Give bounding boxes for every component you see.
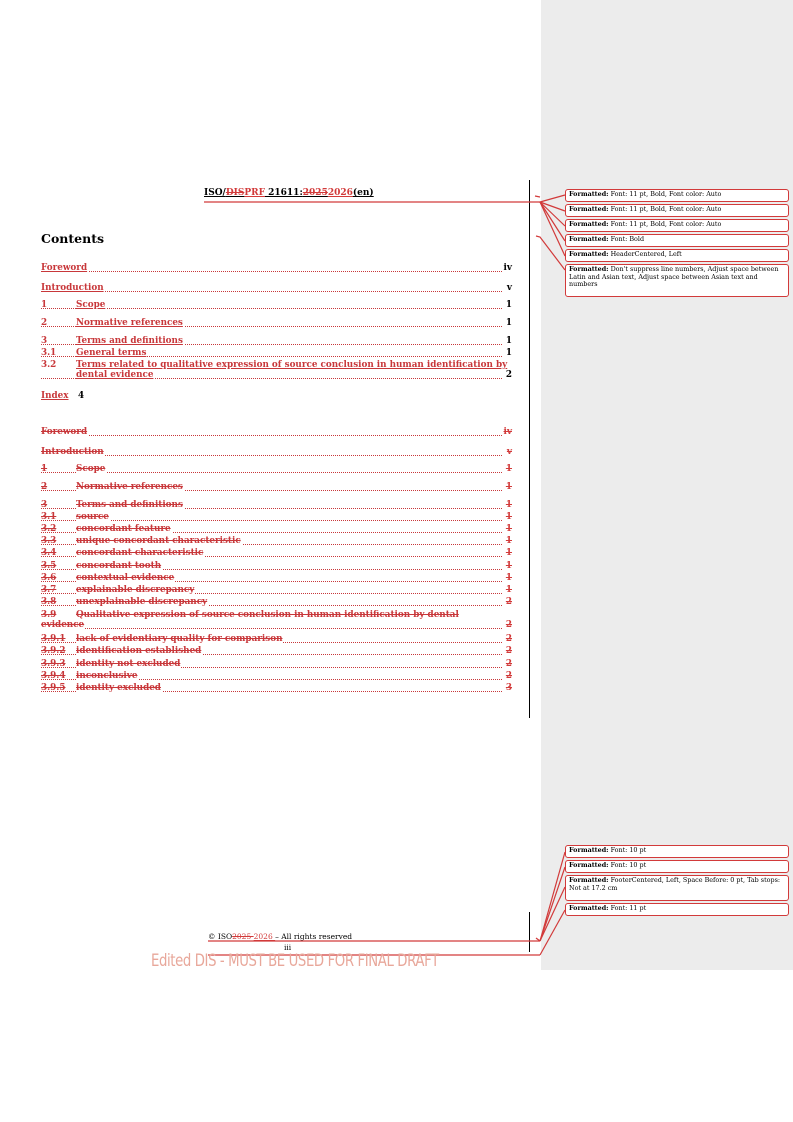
format-comment-label: Formatted: [569, 846, 609, 854]
format-comment-text: Font: 11 pt, Bold, Font color: Auto [608, 205, 722, 213]
toc-entry-title: General terms [76, 348, 147, 358]
format-comment-label: Formatted: [569, 904, 609, 912]
toc-entry-page: 2 [505, 370, 512, 380]
toc-entry-title: Foreword [41, 263, 88, 273]
toc-entry-number: 3.4 [41, 548, 57, 558]
toc-entry-number: 3.1 [41, 348, 57, 358]
toc-entry-page: 4 [78, 391, 85, 401]
header-lang: (en) [352, 188, 374, 198]
toc-entry-title: concordant characteristic [76, 548, 204, 558]
format-comment-label: Formatted: [569, 235, 609, 243]
toc-entry-title: Scope [76, 300, 106, 310]
toc-entry-title: Introduction [41, 283, 104, 293]
toc-entry-page: iv [503, 427, 512, 437]
toc-entry-title: unexplainable discrepancy [76, 597, 208, 607]
toc-entry-number: 1 [41, 300, 48, 310]
format-comment-text: Font: 11 pt, Bold, Font color: Auto [608, 190, 722, 198]
header-inserted: PRF [244, 188, 265, 198]
toc-entry-number: 3 [41, 500, 48, 510]
toc-entry-page: 1 [505, 348, 512, 358]
toc-entry-number: 2 [41, 482, 48, 492]
toc-entry-number: 3.2 [41, 524, 57, 534]
toc-entry-title: Normative references [76, 482, 183, 492]
toc-entry-page: 1 [505, 573, 512, 583]
header-iso: ISO/ [204, 188, 226, 198]
toc-entry-number: 2 [41, 318, 48, 328]
toc-entry-title: inconclusive [76, 671, 138, 681]
format-comment-label: Formatted: [569, 190, 609, 198]
toc-entry-page: 2 [505, 634, 512, 644]
toc-entry-title: Terms and definitions [76, 500, 183, 510]
toc-entry-page: iv [503, 263, 512, 273]
format-comment-label: Formatted: [569, 876, 609, 884]
toc-entry-title: unique concordant characteristic [76, 536, 241, 546]
toc-entry-page: 3 [505, 683, 512, 693]
toc-entry-page: 2 [505, 597, 512, 607]
toc-entry-page: 1 [505, 318, 512, 328]
toc-entry-title: Scope [76, 464, 106, 474]
toc-entry-title: Introduction [41, 447, 104, 457]
toc-entry-title: identity excluded [76, 683, 161, 693]
toc-entry-title: source [76, 512, 109, 522]
toc-entry-number: 3.9.1 [41, 634, 66, 644]
footer-copyright [208, 932, 352, 941]
toc-entry-title: Foreword [41, 427, 88, 437]
format-comment-label: Formatted: [569, 205, 609, 213]
toc-entry-page: 2 [505, 646, 512, 656]
toc-entry-title: Normative references [76, 318, 183, 328]
toc-entry-page: v [506, 447, 512, 457]
format-comment-label: Formatted: [569, 265, 609, 273]
toc-entry-number: 3.9.4 [41, 671, 66, 681]
toc-entry-number: 3.6 [41, 573, 57, 583]
toc-entry-title: explainable discrepancy [76, 585, 195, 595]
toc-entry-page: 1 [505, 500, 512, 510]
toc-entry-page: v [506, 283, 512, 293]
toc-entry-page: 1 [505, 464, 512, 474]
format-comment-text: Font: 10 pt [608, 861, 647, 869]
toc-entry-page: 1 [505, 482, 512, 492]
toc-entry-title: identification established [76, 646, 202, 656]
toc-entry-page: 1 [505, 512, 512, 522]
format-comment-text: FooterCentered, Left, Space Before: 0 pt, Tab stops: Not at 17.2 cm [569, 876, 781, 892]
toc-entry-page: 1 [505, 300, 512, 310]
toc-entry-number: 3.9.5 [41, 683, 66, 693]
footer-rights: – All rights reserved [275, 932, 353, 941]
footer-copy: © ISO [208, 932, 233, 941]
footer-year-inserted: 2026 [253, 932, 276, 941]
toc-entry-number: 3.3 [41, 536, 57, 546]
toc-entry-page: 1 [505, 561, 512, 571]
contents-title: Contents [41, 231, 105, 246]
toc-entry-title: Terms and definitions [76, 336, 183, 346]
format-comment-label: Formatted: [569, 250, 609, 258]
format-comment-label: Formatted: [569, 861, 609, 869]
format-comment-label: Formatted: [569, 220, 609, 228]
toc-entry-page: 1 [505, 585, 512, 595]
toc-entry-number: 3.2 [41, 360, 57, 370]
toc-entry-title: Terms related to qualitative expression of source conclusion in human identification by [76, 360, 508, 370]
format-comment-text: Don't suppress line numbers, Adjust space between Latin and Asian text, Adjust space between Asian text and numbers [569, 265, 779, 288]
toc-entry-title: lack of evidentiary quality for comparison [76, 634, 283, 644]
toc-entry-page: 1 [505, 548, 512, 558]
toc-entry-number: 1 [41, 464, 48, 474]
toc-entry-title-continued: dental evidence [76, 370, 154, 380]
toc-entry-title: Index [41, 391, 69, 401]
footer-year-deleted: 2025 [232, 932, 254, 941]
toc-entry-title: contextual evidence [76, 573, 175, 583]
format-comment-text: HeaderCentered, Left [608, 250, 682, 258]
toc-entry-number: 3 [41, 336, 48, 346]
toc-entry-page: 1 [505, 336, 512, 346]
toc-entry-page: 1 [505, 524, 512, 534]
header-year-inserted: 2026 [327, 188, 353, 198]
header-deleted: DIS [225, 188, 245, 198]
footer-page-number: iii [284, 943, 292, 952]
format-comment-text: Font: Bold [608, 235, 645, 243]
header-number: 21611: [265, 188, 303, 198]
toc-entry-number: 3.9 [41, 610, 57, 620]
toc-entry-title: concordant feature [76, 524, 171, 534]
toc-entry-number: 3.8 [41, 597, 57, 607]
format-comment-text: Font: 11 pt, Bold, Font color: Auto [608, 220, 722, 228]
toc-entry-page: 1 [505, 536, 512, 546]
format-comment-text: Font: 11 pt [608, 904, 647, 912]
toc-entry-page: 2 [505, 659, 512, 669]
toc-entry-page: 2 [505, 671, 512, 681]
toc-entry-number: 3.1 [41, 512, 57, 522]
toc-entry-number: 3.7 [41, 585, 57, 595]
toc-entry-page: 2 [505, 620, 512, 630]
toc-entry-title-continued: evidence [41, 620, 85, 630]
toc-entry-title: concordant tooth [76, 561, 162, 571]
watermark: Edited DIS - MUST BE USED FOR FINAL DRAFT [151, 951, 439, 971]
toc-entry-title: Qualitative expression of source conclusion in human identification by dental [76, 610, 459, 620]
toc-entry-number: 3.9.3 [41, 659, 66, 669]
toc-entry-number: 3.9.2 [41, 646, 66, 656]
toc-entry-number: 3.5 [41, 561, 57, 571]
header-year-deleted: 2025 [302, 188, 328, 198]
format-comment-text: Font: 10 pt [608, 846, 647, 854]
toc-entry-title: identity not excluded [76, 659, 181, 669]
